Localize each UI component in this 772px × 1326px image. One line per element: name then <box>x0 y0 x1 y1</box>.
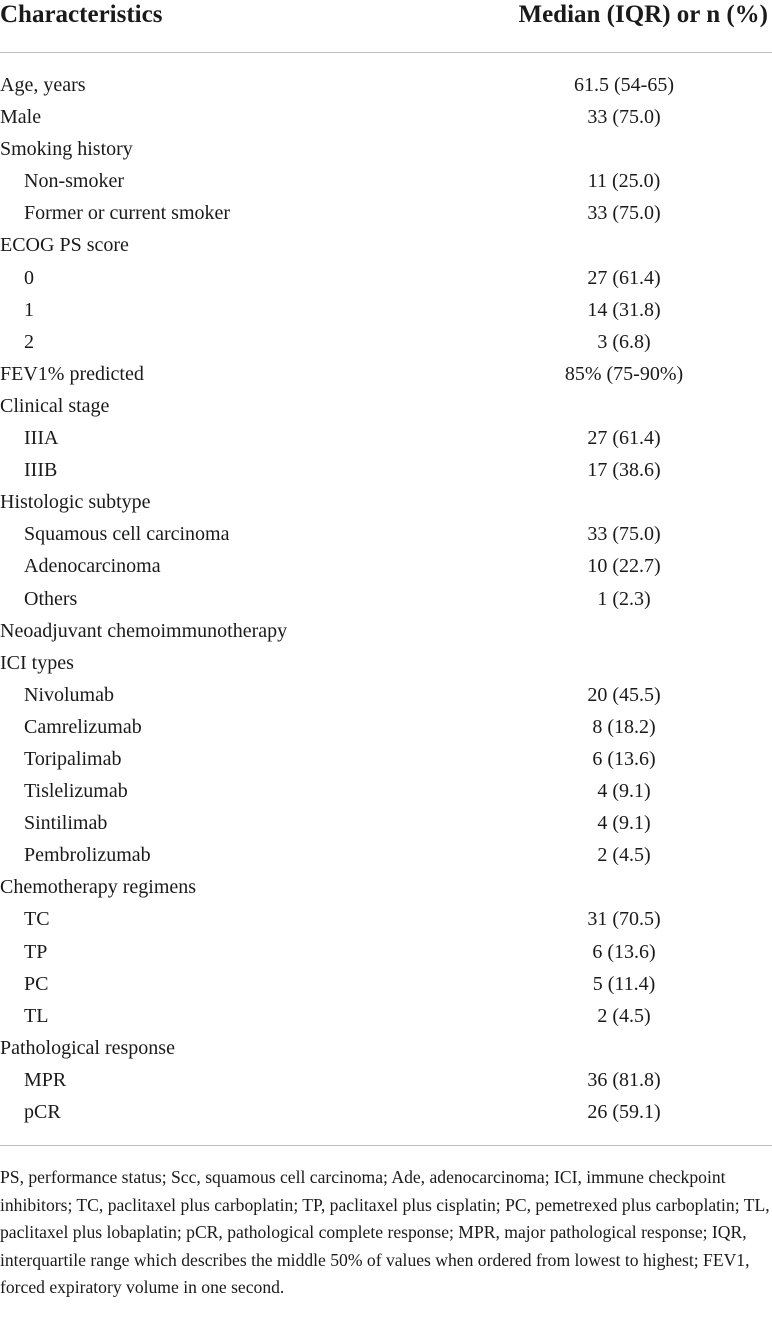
row-label: Age, years <box>0 74 86 96</box>
row-label: Nivolumab <box>24 683 114 706</box>
table-row <box>0 390 772 422</box>
row-value: 4 (9.1) <box>597 812 651 835</box>
table-footnote: PS, performance status; Scc, squamous cell carcinoma; Ade, adenocarcinoma; ICI, immune checkpoint inhibitors; TC, paclitaxel plus carboplatin; TP, paclitaxel plus cisplatin; PC, pemetrexed plus carboplatin; TL, paclitaxel plus lobaplatin; pCR, pathological complete response; MPR, major pathological response; IQR, interquartile range which describes the middle 50% of values when ordered from lowest to highest; FEV1, forced expiratory volume in one second. <box>0 1167 770 1297</box>
table-row <box>0 454 772 486</box>
table-row <box>0 294 772 326</box>
row-value: 8 (18.2) <box>592 715 656 738</box>
row-label: pCR <box>24 1101 61 1123</box>
table-header <box>0 0 772 30</box>
row-label: Toripalimab <box>24 747 122 770</box>
table-row <box>0 1000 772 1032</box>
row-value: 11 (25.0) <box>587 170 661 193</box>
row-value: 31 (70.5) <box>587 908 661 931</box>
table-row <box>0 583 772 615</box>
row-label: IIIB <box>24 459 58 482</box>
row-label: Smoking history <box>0 138 133 161</box>
table-row <box>0 1064 772 1096</box>
table-row <box>0 743 772 775</box>
table-row <box>0 358 772 390</box>
row-label: Male <box>0 106 42 129</box>
table-row <box>0 229 772 261</box>
table-row <box>0 647 772 679</box>
row-label: ECOG PS score <box>0 234 129 257</box>
row-label: 2 <box>24 330 34 353</box>
table-row <box>0 1096 772 1128</box>
table-row <box>0 968 772 1000</box>
row-value: 36 (81.8) <box>587 1068 661 1091</box>
table-bottom-divider <box>0 1145 772 1146</box>
row-label: Adenocarcinoma <box>24 555 161 578</box>
table-row <box>0 903 772 935</box>
row-value: 6 (13.6) <box>592 747 656 770</box>
row-label: Pembrolizumab <box>24 844 151 867</box>
table-row <box>0 165 772 197</box>
row-label: 1 <box>24 298 34 321</box>
row-label: Others <box>24 587 78 610</box>
row-label: MPR <box>24 1068 67 1091</box>
table-row <box>0 197 772 229</box>
row-label: Squamous cell carcinoma <box>24 523 230 546</box>
row-label: Tislelizumab <box>24 780 128 803</box>
row-label: TP <box>24 940 48 963</box>
table-body <box>0 69 772 1128</box>
table-row <box>0 101 772 133</box>
table-row <box>0 486 772 518</box>
row-label: Pathological response <box>0 1036 175 1059</box>
row-label: Chemotherapy regimens <box>0 876 197 899</box>
row-label: Camrelizumab <box>24 715 142 738</box>
row-label: Non-smoker <box>24 170 124 193</box>
table-row <box>0 775 772 807</box>
header-value: Median (IQR) or n (%) <box>518 1 768 28</box>
row-label: PC <box>24 972 49 995</box>
row-label: ICI types <box>0 651 74 674</box>
table-row <box>0 518 772 550</box>
row-label: Sintilimab <box>24 812 108 835</box>
table-row <box>0 550 772 582</box>
table-row <box>0 936 772 968</box>
row-value: 61.5 (54-65) <box>574 74 674 96</box>
table-row <box>0 326 772 358</box>
row-value: 85% (75-90%) <box>564 362 684 385</box>
table-row <box>0 807 772 839</box>
row-label: Clinical stage <box>0 394 110 417</box>
row-label: TC <box>24 908 50 931</box>
table-row <box>0 711 772 743</box>
row-label: TL <box>24 1004 49 1027</box>
row-label: FEV1% predicted <box>0 362 144 385</box>
row-value: 10 (22.7) <box>587 555 661 578</box>
row-value: 27 (61.4) <box>587 266 661 289</box>
table-row <box>0 615 772 647</box>
row-value: 2 (4.5) <box>597 1004 651 1027</box>
row-value: 2 (4.5) <box>597 844 651 867</box>
row-value: 20 (45.5) <box>587 683 661 706</box>
table-row <box>0 133 772 165</box>
table-row <box>0 839 772 871</box>
row-value: 4 (9.1) <box>597 780 651 803</box>
header-divider <box>0 52 772 53</box>
row-value: 6 (13.6) <box>592 940 656 963</box>
row-value: 33 (75.0) <box>587 106 661 129</box>
row-label: 0 <box>24 266 34 289</box>
table-row <box>0 679 772 711</box>
row-value: 3 (6.8) <box>597 330 651 353</box>
table-row <box>0 422 772 454</box>
row-value: 26 (59.1) <box>587 1101 661 1123</box>
table-row <box>0 262 772 294</box>
header-characteristics: Characteristics <box>0 1 163 28</box>
row-value: 14 (31.8) <box>587 298 661 321</box>
row-label: Former or current smoker <box>24 202 231 225</box>
row-value: 5 (11.4) <box>592 972 656 995</box>
row-value: 17 (38.6) <box>587 459 661 482</box>
row-label: Histologic subtype <box>0 491 151 514</box>
row-value: 1 (2.3) <box>597 587 651 610</box>
row-label: IIIA <box>24 427 59 450</box>
row-value: 27 (61.4) <box>587 427 661 450</box>
table-row <box>0 871 772 903</box>
table-row <box>0 69 772 101</box>
row-value: 33 (75.0) <box>587 202 661 225</box>
row-label: Neoadjuvant chemoimmunotherapy <box>0 619 288 642</box>
row-value: 33 (75.0) <box>587 523 661 546</box>
table-row <box>0 1032 772 1064</box>
